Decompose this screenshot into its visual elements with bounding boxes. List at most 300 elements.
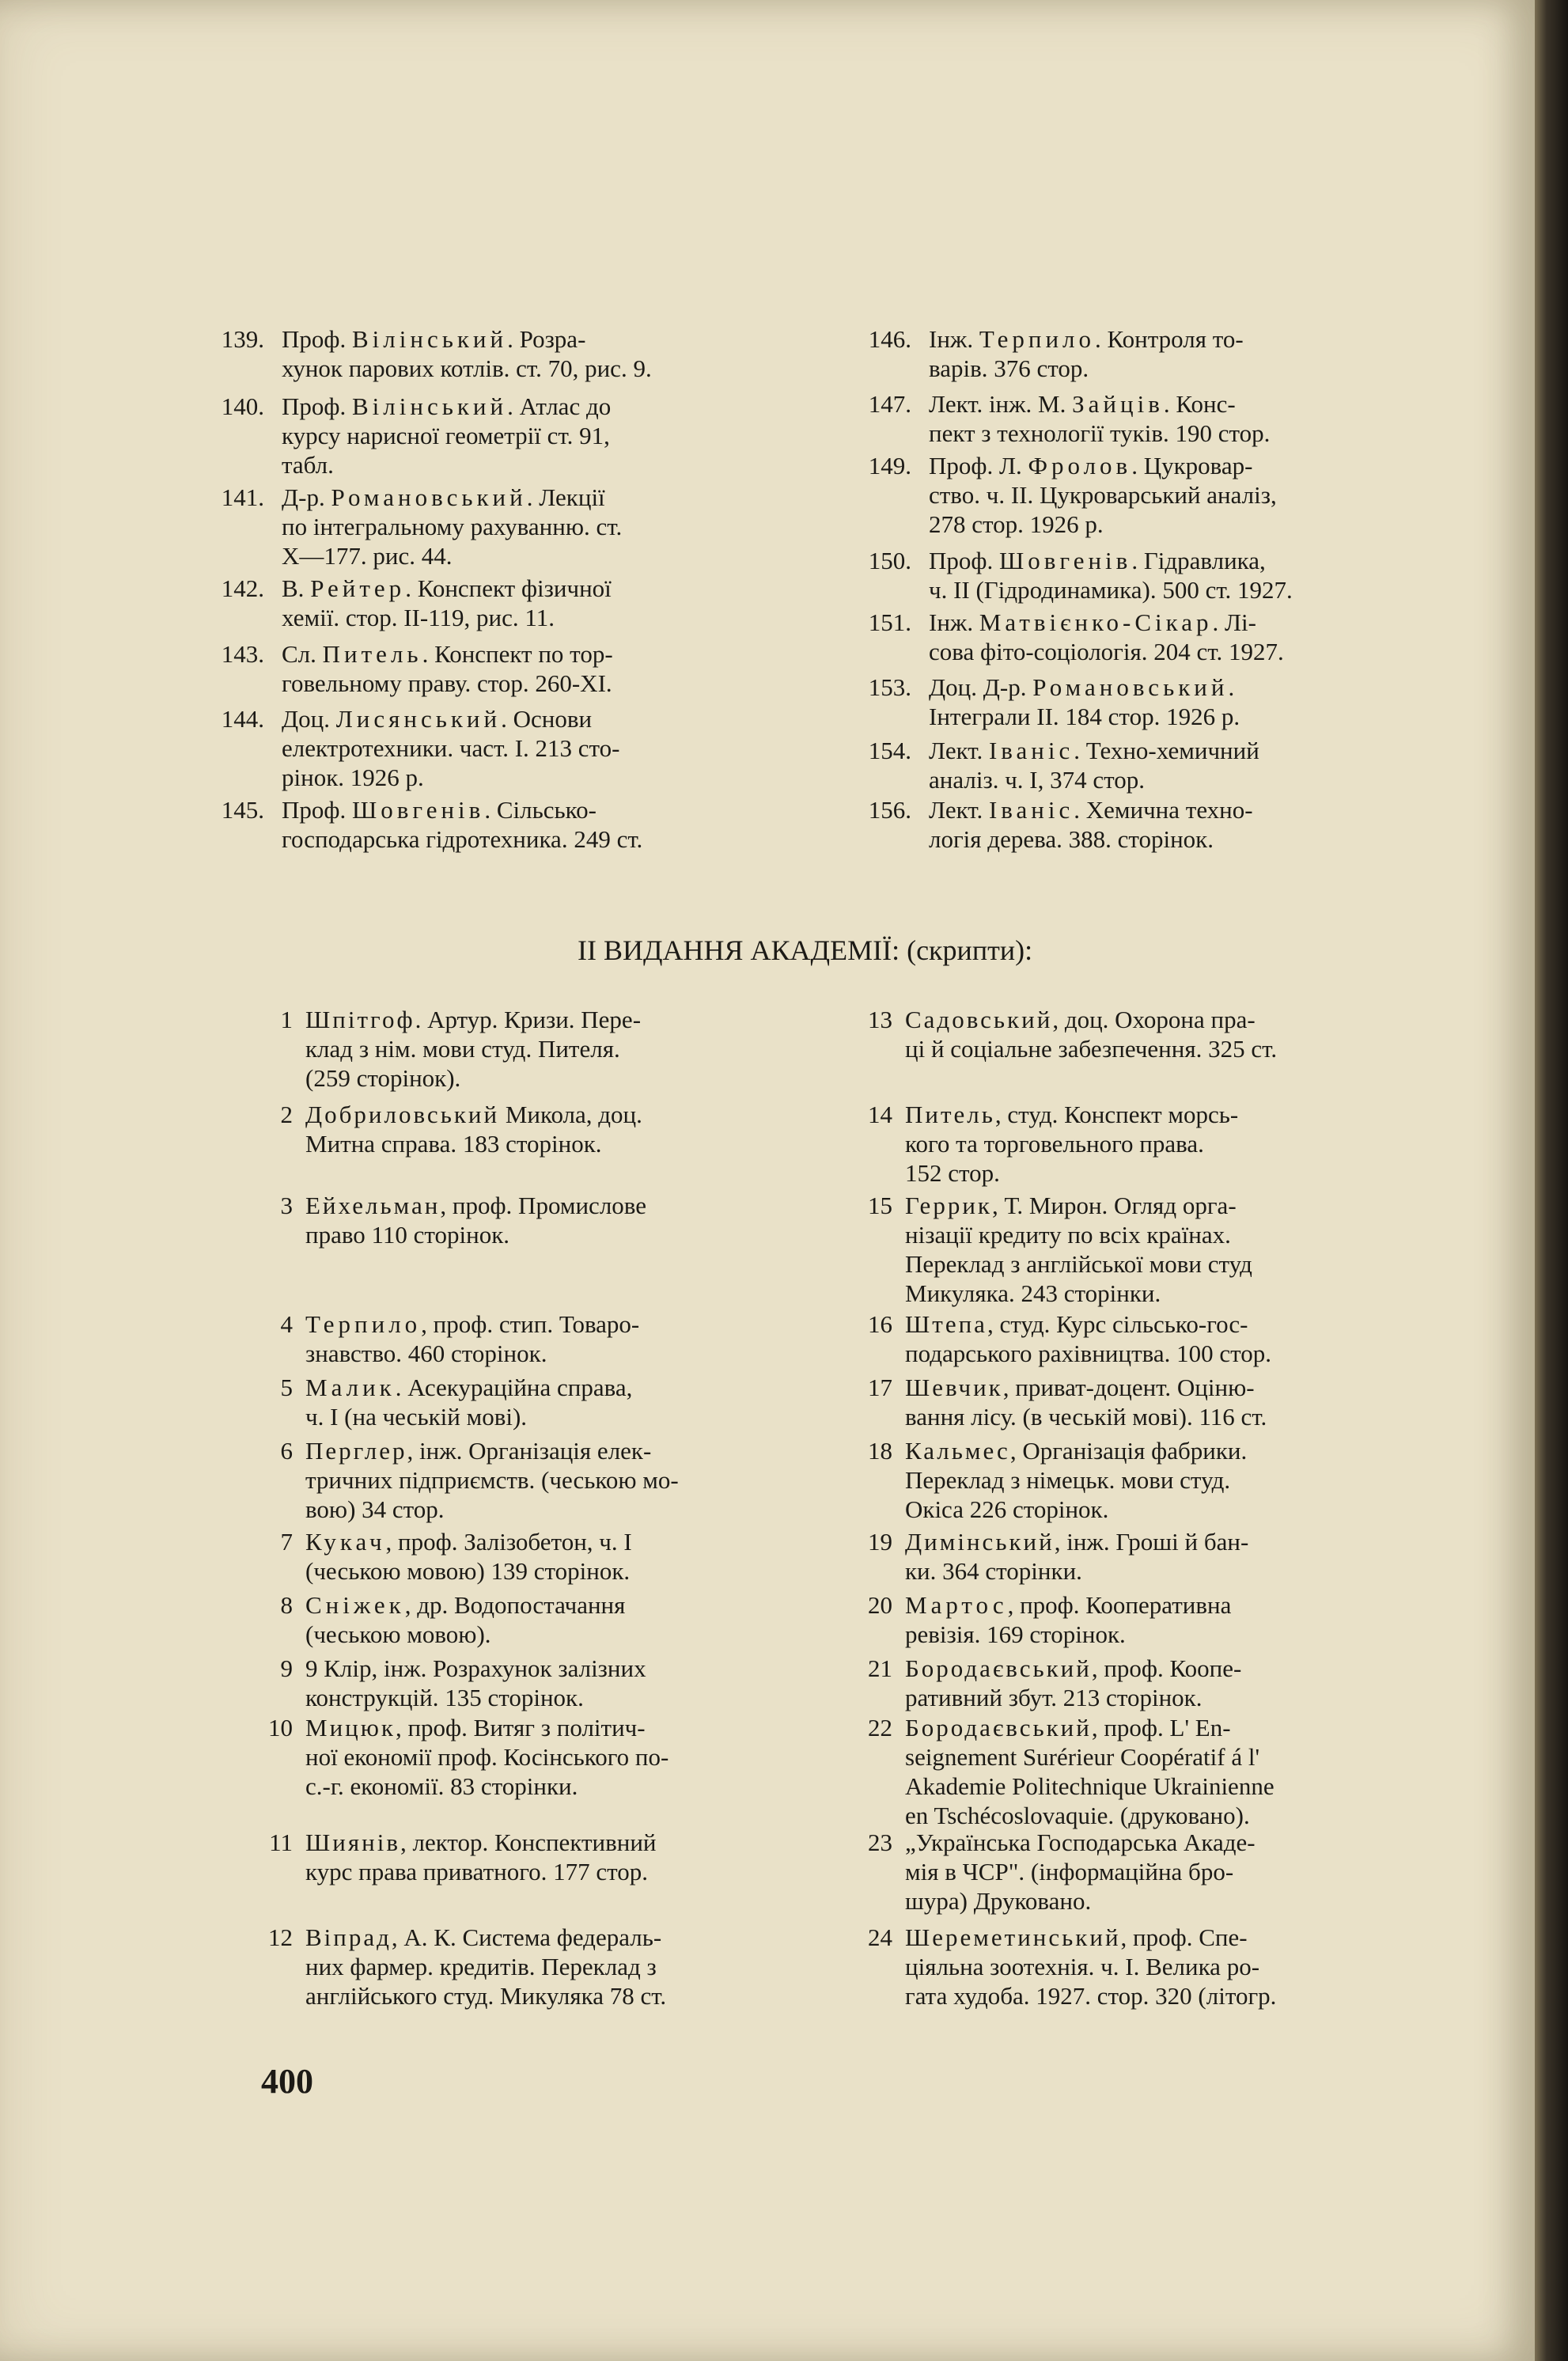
entry-number: 3 xyxy=(280,1192,293,1219)
entry-line xyxy=(905,1828,1427,1857)
author-name: Шовгенів xyxy=(351,796,485,824)
entry-line xyxy=(905,1923,1427,1952)
text-segment: курс права приватного. 177 стор. xyxy=(305,1858,649,1885)
author-name: Кальмес xyxy=(905,1437,1010,1465)
entry-line xyxy=(929,575,1435,604)
text-segment: гата худоба. 1927. стор. 320 (літогр. xyxy=(905,1982,1277,2010)
entry-number: 7 xyxy=(280,1528,293,1556)
entry-text xyxy=(905,1654,1427,1712)
entry-number: 147. xyxy=(868,390,911,418)
author-name: Лисянський xyxy=(335,705,502,733)
entry-text xyxy=(905,1713,1427,1830)
text-segment: , проф. Коопе- xyxy=(1091,1654,1242,1682)
entry-line xyxy=(305,1952,859,1981)
entry-line xyxy=(905,1683,1427,1712)
entry-text xyxy=(305,1828,859,1886)
text-segment: тричних підприємств. (чеською мо- xyxy=(305,1466,679,1494)
text-segment: Лект. xyxy=(929,737,989,764)
entry-text xyxy=(305,1654,859,1712)
text-segment: , інж. Гроші й бан- xyxy=(1054,1528,1249,1556)
entry-line xyxy=(305,1339,859,1368)
entry-line xyxy=(929,354,1435,383)
entry-text xyxy=(905,1590,1427,1649)
entry-text xyxy=(905,1527,1427,1586)
text-segment: . Лекції xyxy=(526,483,605,511)
entry-line xyxy=(905,1465,1427,1495)
entry-line xyxy=(305,1465,859,1495)
book-spine-edge xyxy=(1535,0,1568,2361)
entry-line xyxy=(305,1005,859,1034)
entry-line xyxy=(905,1191,1427,1220)
author-name: Сніжек xyxy=(305,1591,405,1619)
entry-line xyxy=(282,733,851,763)
entry-number: 5 xyxy=(280,1374,293,1401)
entry-line xyxy=(305,1556,859,1586)
entry-line xyxy=(905,1005,1427,1034)
text-segment: хемії. стор. ІІ-119, рис. 11. xyxy=(282,604,555,631)
entry-text xyxy=(905,1005,1427,1063)
entry-text xyxy=(282,639,851,698)
text-segment: , проф. Витяг з політич- xyxy=(395,1714,646,1741)
entry-line xyxy=(305,1590,859,1620)
entry-line xyxy=(905,1309,1427,1339)
entry-line xyxy=(905,1886,1427,1916)
entry-text xyxy=(305,1436,859,1524)
entry-text xyxy=(905,1923,1427,2010)
entry-text xyxy=(305,1100,859,1158)
text-segment: курсу нарисної геометрії ст. 91, xyxy=(282,422,610,449)
author-name: Мицюк xyxy=(305,1714,396,1741)
text-segment: . Конспект по тор- xyxy=(422,640,613,668)
entry-number: 150. xyxy=(868,547,911,574)
author-name: Романовський xyxy=(331,483,527,511)
entry-text xyxy=(305,1713,859,1801)
author-name: Шереметинський xyxy=(905,1923,1121,1951)
text-segment: господарська гідротехника. 249 ст. xyxy=(282,825,643,853)
text-segment: , студ. Конспект морсь- xyxy=(994,1101,1239,1128)
entry-line xyxy=(282,421,851,450)
text-segment: (чеською мовою). xyxy=(305,1620,491,1648)
entry-number: 145. xyxy=(221,796,264,824)
text-segment: нізації кредиту по всіх країнах. xyxy=(905,1221,1231,1249)
entry-text xyxy=(929,324,1435,383)
entry-text xyxy=(282,704,851,792)
entry-line xyxy=(305,1527,859,1556)
entry-number: 149. xyxy=(868,452,911,479)
entry-text xyxy=(282,795,851,854)
author-name: Романовський xyxy=(1032,673,1229,701)
author-name: Штепа xyxy=(905,1310,987,1338)
author-name: Мартос xyxy=(905,1591,1008,1619)
author-name: Бородаєвський xyxy=(905,1714,1092,1741)
text-segment: , проф. Спе- xyxy=(1120,1923,1248,1951)
entry-number: 8 xyxy=(280,1591,293,1619)
entry-line xyxy=(905,1742,1427,1772)
author-name: Іваніс xyxy=(988,737,1074,764)
entry-line xyxy=(282,574,851,603)
entry-line xyxy=(905,1373,1427,1402)
entry-text xyxy=(905,1373,1427,1431)
text-segment: електротехники. част. І. 213 сто- xyxy=(282,734,620,762)
entry-line xyxy=(305,1683,859,1712)
author-name: Зайців xyxy=(1072,390,1164,418)
text-segment: . Хемична техно- xyxy=(1074,796,1253,824)
text-segment: Микола, доц. xyxy=(499,1101,642,1128)
entry-text xyxy=(305,1923,859,2010)
text-segment: , студ. Курс сільсько-гос- xyxy=(987,1310,1248,1338)
text-segment: подарського рахівництва. 100 стор. xyxy=(905,1340,1272,1367)
entry-line xyxy=(305,1620,859,1649)
entry-number: 22 xyxy=(868,1714,892,1741)
text-segment: с.-г. економії. 83 сторінки. xyxy=(305,1772,578,1800)
text-segment: ство. ч. ІІ. Цукроварський аналіз, xyxy=(929,481,1277,509)
page-number: 400 xyxy=(261,2062,313,2101)
author-name: Шпітгоф xyxy=(305,1006,415,1033)
entry-line xyxy=(282,704,851,733)
entry-text xyxy=(929,673,1435,731)
text-segment: В. xyxy=(282,574,311,602)
text-segment: . Атлас до xyxy=(507,392,612,420)
text-segment: , проф. Залізобетон, ч. І xyxy=(385,1528,632,1556)
entry-line xyxy=(929,389,1435,419)
entry-line xyxy=(905,1220,1427,1249)
entry-number: 156. xyxy=(868,796,911,824)
text-segment: Лект. інж. М. xyxy=(929,390,1073,418)
text-segment: Митна справа. 183 сторінок. xyxy=(305,1130,602,1158)
entry-text xyxy=(305,1527,859,1586)
entry-line xyxy=(929,637,1435,666)
entry-line xyxy=(929,546,1435,575)
entry-line xyxy=(282,639,851,669)
entry-number: 143. xyxy=(221,640,264,668)
entry-line xyxy=(905,1436,1427,1465)
entry-number: 16 xyxy=(868,1310,892,1338)
entry-text xyxy=(905,1191,1427,1308)
entry-line xyxy=(305,1034,859,1063)
text-segment: , др. Водопостачання xyxy=(404,1591,626,1619)
text-segment: них фармер. кредитів. Переклад з xyxy=(305,1953,657,1980)
entry-line xyxy=(282,824,851,854)
text-segment: , Організація фабрики. xyxy=(1009,1437,1248,1465)
entry-line xyxy=(305,1373,859,1402)
text-segment: , доц. Охорона пра- xyxy=(1052,1006,1256,1033)
entry-number: 142. xyxy=(221,574,264,602)
entry-number: 13 xyxy=(868,1006,892,1033)
text-segment: Інтеграли ІІ. 184 стор. 1926 р. xyxy=(929,703,1240,730)
entry-line xyxy=(929,480,1435,510)
entry-line xyxy=(929,608,1435,637)
text-segment: англійського студ. Микуляка 78 ст. xyxy=(305,1982,667,2010)
text-segment: Микуляка. 243 сторінки. xyxy=(905,1279,1161,1307)
entry-number: 21 xyxy=(868,1654,892,1682)
text-segment: . Контроля то- xyxy=(1095,325,1244,353)
entry-line xyxy=(305,1857,859,1886)
entry-text xyxy=(905,1309,1427,1368)
entry-text xyxy=(305,1373,859,1431)
text-segment: ч. І (на чеській мові). xyxy=(305,1403,528,1431)
entry-text xyxy=(282,483,851,570)
text-segment: Інж. xyxy=(929,608,979,636)
text-segment: . Лі- xyxy=(1212,608,1256,636)
entry-line xyxy=(929,736,1435,765)
text-segment: seignement Surérieur Coopératif á l' xyxy=(905,1743,1260,1771)
entry-number: 4 xyxy=(280,1310,293,1338)
entry-line xyxy=(905,1034,1427,1063)
entry-number: 153. xyxy=(868,673,911,701)
text-segment: варів. 376 стор. xyxy=(929,354,1089,382)
author-name: Фролов xyxy=(1028,452,1132,479)
text-segment: . Гідравлика, xyxy=(1131,547,1266,574)
entry-line xyxy=(305,1981,859,2010)
text-segment: Д-р. xyxy=(282,483,331,511)
text-segment: . xyxy=(1228,673,1235,701)
text-segment: ревізія. 169 сторінок. xyxy=(905,1620,1126,1648)
text-segment: en Tschécoslovaquie. (друковано). xyxy=(905,1802,1250,1829)
entry-line xyxy=(905,1556,1427,1586)
author-name: Іваніс xyxy=(988,796,1074,824)
entry-line xyxy=(929,324,1435,354)
author-name: Віпрад xyxy=(305,1923,392,1951)
author-name: Добриловський xyxy=(305,1101,500,1128)
text-segment: . Техно-хемичний xyxy=(1074,737,1259,764)
text-segment: Доц. xyxy=(282,705,336,733)
entry-text xyxy=(929,608,1435,666)
entry-line xyxy=(305,1495,859,1524)
text-segment: Лект. xyxy=(929,796,989,824)
text-segment: сова фіто-соціологія. 204 ст. 1927. xyxy=(929,638,1284,665)
text-segment: конструкцій. 135 сторінок. xyxy=(305,1684,584,1711)
text-segment: Інж. xyxy=(929,325,979,353)
text-segment: логія дерева. 388. сторінок. xyxy=(929,825,1214,853)
text-segment: . Артур. Кризи. Пере- xyxy=(415,1006,642,1033)
author-name: Шевчик xyxy=(905,1374,1003,1401)
text-segment: ці й соціальне забезпечення. 325 ст. xyxy=(905,1035,1278,1063)
entry-line xyxy=(305,1063,859,1093)
author-name: Малик xyxy=(305,1374,396,1401)
entry-line xyxy=(305,1923,859,1952)
entry-line xyxy=(305,1436,859,1465)
entry-text xyxy=(905,1100,1427,1188)
entry-number: 140. xyxy=(221,392,264,420)
entry-line xyxy=(305,1220,859,1249)
text-segment: , інж. Організація елек- xyxy=(407,1437,652,1465)
entry-text xyxy=(905,1436,1427,1524)
entry-line xyxy=(305,1191,859,1220)
text-segment: „Українська Господарська Акаде- xyxy=(905,1829,1256,1856)
entry-text xyxy=(282,574,851,632)
text-segment: ч. ІІ (Гідродинамика). 500 ст. 1927. xyxy=(929,576,1293,604)
author-name: Перглер xyxy=(305,1437,407,1465)
text-segment: . Конс- xyxy=(1163,390,1236,418)
entry-line xyxy=(905,1279,1427,1308)
entry-line xyxy=(282,795,851,824)
entry-number: 146. xyxy=(868,325,911,353)
entry-line xyxy=(905,1495,1427,1524)
author-name: Димінський xyxy=(905,1528,1055,1556)
entry-line xyxy=(905,1339,1427,1368)
text-segment: ки. 364 сторінки. xyxy=(905,1557,1082,1585)
entry-line xyxy=(929,765,1435,794)
text-segment: вання лісу. (в чеській мові). 116 ст. xyxy=(905,1403,1267,1431)
entry-line xyxy=(905,1129,1427,1158)
entry-line xyxy=(905,1801,1427,1830)
entry-line xyxy=(282,669,851,698)
text-segment: Доц. Д-р. xyxy=(929,673,1033,701)
entry-line xyxy=(282,354,851,383)
author-name: Садовський xyxy=(905,1006,1053,1033)
text-segment: , проф. Кооперативна xyxy=(1007,1591,1232,1619)
author-name: Терпило xyxy=(979,325,1096,353)
entry-line xyxy=(905,1713,1427,1742)
entry-line xyxy=(905,1402,1427,1431)
entry-text xyxy=(929,451,1435,539)
entry-number: 139. xyxy=(221,325,264,353)
entry-line xyxy=(905,1158,1427,1188)
entry-text xyxy=(905,1828,1427,1916)
entry-line xyxy=(929,673,1435,702)
entry-text xyxy=(929,795,1435,854)
entry-line xyxy=(905,1620,1427,1649)
entry-number: 2 xyxy=(280,1101,293,1128)
entry-line xyxy=(305,1129,859,1158)
author-name: Питель xyxy=(322,640,422,668)
text-segment: говельному праву. стор. 260-XI. xyxy=(282,669,612,697)
text-segment: хунок парових котлів. ст. 70, рис. 9. xyxy=(282,354,652,382)
entry-line xyxy=(929,702,1435,731)
text-segment: , лектор. Конспективний xyxy=(400,1829,657,1856)
text-segment: знавство. 460 сторінок. xyxy=(305,1340,547,1367)
author-name: Вілінський xyxy=(351,392,508,420)
entry-number: 17 xyxy=(868,1374,892,1401)
entry-line xyxy=(929,451,1435,480)
entry-line xyxy=(305,1742,859,1772)
entry-line xyxy=(305,1654,859,1683)
entry-text xyxy=(929,546,1435,604)
author-name: Геррик xyxy=(905,1192,992,1219)
entry-line xyxy=(929,510,1435,539)
entry-number: 154. xyxy=(868,737,911,764)
author-name: Кукач xyxy=(305,1528,386,1556)
entry-line xyxy=(282,541,851,570)
author-name: Терпило xyxy=(305,1310,422,1338)
text-segment: , А. К. Система федераль- xyxy=(391,1923,662,1951)
text-segment: . Цукровар- xyxy=(1131,452,1253,479)
entry-number: 24 xyxy=(868,1923,892,1951)
author-name: Матвієнко-Сікар xyxy=(979,608,1213,636)
entry-line xyxy=(282,450,851,479)
text-segment: , приват-доцент. Оціню- xyxy=(1002,1374,1255,1401)
text-segment: . Основи xyxy=(501,705,593,733)
text-segment: , проф. Промислове xyxy=(440,1192,646,1219)
entry-line xyxy=(905,1249,1427,1279)
entry-text xyxy=(305,1590,859,1649)
entry-text xyxy=(305,1309,859,1368)
text-segment: X—177. рис. 44. xyxy=(282,542,453,570)
text-segment: , проф. L' En- xyxy=(1091,1714,1231,1741)
entry-text xyxy=(305,1005,859,1093)
text-segment: 152 стор. xyxy=(905,1159,1000,1187)
entry-number: 9 xyxy=(280,1654,293,1682)
entry-line xyxy=(282,512,851,541)
author-name: Питель xyxy=(905,1101,995,1128)
text-segment: Akademie Politechnique Ukrainienne xyxy=(905,1772,1274,1800)
text-segment: кого та торговельного права. xyxy=(905,1130,1204,1158)
entry-line xyxy=(305,1309,859,1339)
entry-number: 12 xyxy=(268,1923,293,1951)
text-segment: (259 сторінок). xyxy=(305,1064,461,1092)
entry-line xyxy=(905,1100,1427,1129)
entry-number: 141. xyxy=(221,483,264,511)
text-segment: , проф. стип. Товаро- xyxy=(421,1310,640,1338)
entry-line xyxy=(905,1772,1427,1801)
text-segment: 278 стор. 1926 р. xyxy=(929,510,1104,538)
text-segment: ративний збут. 213 сторінок. xyxy=(905,1684,1203,1711)
text-segment: (чеською мовою) 139 сторінок. xyxy=(305,1557,631,1585)
entry-number: 23 xyxy=(868,1829,892,1856)
entry-line xyxy=(929,795,1435,824)
entry-number: 151. xyxy=(868,608,911,636)
author-name: Шиянів xyxy=(305,1829,400,1856)
author-name: Шовгенів xyxy=(998,547,1132,574)
entry-line xyxy=(282,324,851,354)
entry-line xyxy=(282,603,851,632)
entry-line xyxy=(282,483,851,512)
entry-line xyxy=(929,824,1435,854)
author-name: Бородаєвський xyxy=(905,1654,1092,1682)
entry-line xyxy=(305,1713,859,1742)
text-segment: мія в ЧСР". (інформаційна бро- xyxy=(905,1858,1234,1885)
text-segment: ціяльна зоотехнія. ч. І. Велика ро- xyxy=(905,1953,1260,1980)
entry-line xyxy=(305,1402,859,1431)
text-segment: табл. xyxy=(282,451,334,479)
entry-number: 15 xyxy=(868,1192,892,1219)
entry-number: 19 xyxy=(868,1528,892,1556)
entry-text xyxy=(929,736,1435,794)
entry-line xyxy=(905,1527,1427,1556)
text-segment: по інтегральному рахуванню. ст. xyxy=(282,513,623,540)
text-segment: . Розра- xyxy=(507,325,586,353)
entry-text xyxy=(282,324,851,383)
text-segment: право 110 сторінок. xyxy=(305,1221,510,1249)
entry-number: 1 xyxy=(280,1006,293,1033)
entry-line xyxy=(282,763,851,792)
text-segment: Окіса 226 сторінок. xyxy=(905,1495,1109,1523)
entry-number: 18 xyxy=(868,1437,892,1465)
text-segment: Проф. xyxy=(282,325,352,353)
text-segment: 9 Клір, інж. Розрахунок залізних xyxy=(305,1654,646,1682)
text-segment: аналіз. ч. І, 374 стор. xyxy=(929,766,1146,794)
section-heading: ІІ ВИДАННЯ АКАДЕМІЇ: (скрипти): xyxy=(578,934,1033,966)
author-name: Ейхельман xyxy=(305,1192,441,1219)
entry-line xyxy=(305,1828,859,1857)
entry-number: 6 xyxy=(280,1437,293,1465)
text-segment: Проф. xyxy=(282,796,352,824)
text-segment: Переклад з англійської мови студ xyxy=(905,1250,1252,1278)
text-segment: Проф. xyxy=(282,392,352,420)
author-name: Рейтер xyxy=(310,574,406,602)
entry-number: 14 xyxy=(868,1101,892,1128)
entry-line xyxy=(905,1952,1427,1981)
text-segment: . Конспект фізичної xyxy=(405,574,612,602)
text-segment: пект з технології туків. 190 стор. xyxy=(929,419,1271,447)
entry-number: 10 xyxy=(268,1714,293,1741)
text-segment: Переклад з німецьк. мови студ. xyxy=(905,1466,1231,1494)
entry-line xyxy=(305,1100,859,1129)
text-segment: вою) 34 стор. xyxy=(305,1495,445,1523)
text-segment: , Т. Мирон. Огляд орга- xyxy=(991,1192,1237,1219)
text-segment: рінок. 1926 р. xyxy=(282,764,424,791)
entry-line xyxy=(905,1654,1427,1683)
